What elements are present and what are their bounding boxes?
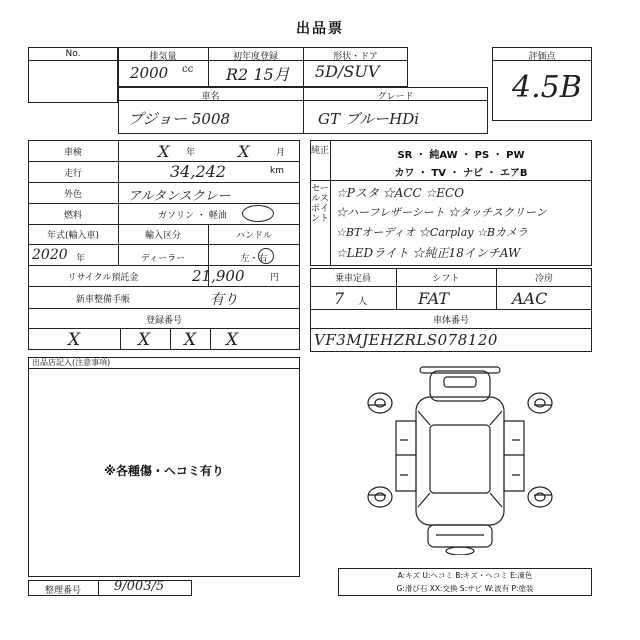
maintenance-label: 新車整備手帳 bbox=[75, 295, 130, 305]
handle-label: ハンドル bbox=[235, 231, 272, 241]
notes-label: 出品店記入(注意事項) bbox=[32, 358, 111, 367]
mileage-unit: km bbox=[270, 166, 284, 176]
reg-value-3: X bbox=[184, 330, 197, 350]
recycle-value: 21,900 bbox=[192, 267, 245, 285]
reg-value-1: X bbox=[68, 330, 81, 350]
equipment-row-1: SR ・ 純AW ・ PS ・ PW bbox=[397, 150, 525, 161]
shape-value: 5D/SUV bbox=[315, 62, 380, 81]
reg-value-2: X bbox=[138, 330, 151, 350]
vin-label: 車体番号 bbox=[432, 316, 469, 326]
page-title: 出品票 bbox=[296, 21, 344, 37]
ac-label: 冷房 bbox=[534, 274, 553, 284]
car-name-value: プジョー 5008 bbox=[128, 110, 231, 128]
car-name-label: 車名 bbox=[201, 92, 220, 102]
grade-label: グレード bbox=[377, 92, 414, 102]
shift-value: FAT bbox=[418, 289, 450, 308]
sales-point-2: ☆ハーフレザーシート ☆タッチスクリーン bbox=[336, 206, 547, 219]
color-label: 外色 bbox=[63, 190, 82, 200]
recycle-unit: 円 bbox=[270, 273, 280, 283]
maintenance-value: 有り bbox=[210, 292, 238, 308]
import-label: 輸入区分 bbox=[144, 231, 181, 241]
car-body-outline bbox=[416, 371, 504, 547]
inspection-label: 車検 bbox=[63, 148, 82, 158]
grade-value: GT ブルーHDi bbox=[318, 110, 420, 128]
legend-line-1: A:キズ U:ヘコミ B:キズ・ヘコミ E:凍色 bbox=[397, 571, 533, 580]
color-value: アルタンスクレー bbox=[128, 189, 231, 204]
import-type: ディーラー bbox=[140, 254, 186, 264]
year-value: 2020 bbox=[32, 247, 68, 263]
handle-options: 左・右 bbox=[240, 254, 268, 264]
car-damage-diagram bbox=[360, 365, 560, 555]
equipment-side-label-2: セールスポイント bbox=[311, 184, 330, 224]
inspection-year-unit: 年 bbox=[186, 148, 196, 158]
handle-circle bbox=[258, 248, 274, 264]
ref-value: 9/003/5 bbox=[114, 579, 165, 594]
capacity-label: 乗車定員 bbox=[334, 274, 371, 284]
year-label: 年式(輸入車) bbox=[46, 231, 100, 241]
ac-value: AAC bbox=[512, 289, 548, 308]
capacity-value: 7 bbox=[334, 289, 345, 308]
shape-label: 形状・ドア bbox=[333, 52, 378, 62]
fuel-options: ガソリン ・ 軽油 bbox=[158, 211, 227, 221]
car-doors bbox=[396, 421, 524, 491]
score-label: 評価点 bbox=[528, 52, 556, 62]
equipment-row-2: カワ ・ TV ・ ナビ ・ エアB bbox=[394, 168, 528, 179]
legend-line-2: G:滑び石 XX:交換 S:サビ W:波有 P:塗装 bbox=[396, 584, 534, 593]
inspection-year: X bbox=[158, 142, 170, 161]
displacement-label: 排気量 bbox=[149, 52, 177, 62]
sales-point-1: ☆Pスタ ☆ACC ☆ECO bbox=[336, 186, 465, 200]
shift-label: シフト bbox=[432, 274, 460, 284]
inspection-month-unit: 月 bbox=[276, 148, 286, 158]
displacement-value: 2000 bbox=[130, 64, 169, 82]
ref-label: 整理番号 bbox=[44, 586, 81, 596]
sales-point-3: ☆BTオーディオ ☆Carplay ☆Bカメラ bbox=[336, 226, 528, 239]
displacement-unit: cc bbox=[182, 64, 194, 75]
notes-text: ※各種傷・ヘコミ有り bbox=[104, 464, 224, 478]
no-label: No. bbox=[65, 49, 81, 59]
mileage-value: 34,242 bbox=[170, 162, 226, 181]
first-reg-label: 初年度登録 bbox=[232, 52, 278, 62]
first-reg-value: R2 15月 bbox=[226, 65, 290, 84]
vin-value: VF3MJEHZRLS078120 bbox=[314, 331, 498, 349]
reg-label: 登録番号 bbox=[145, 316, 182, 326]
equipment-side-label-1: 純正 bbox=[311, 146, 330, 156]
year-unit: 年 bbox=[76, 254, 86, 264]
reg-value-4: X bbox=[226, 330, 239, 350]
score-value: 4.5B bbox=[512, 70, 582, 105]
sales-point-4: ☆LEDライト ☆純正18インチAW bbox=[336, 246, 521, 260]
fuel-label: 燃料 bbox=[63, 211, 82, 221]
mileage-label: 走行 bbox=[63, 169, 82, 179]
fuel-circle bbox=[242, 205, 274, 222]
inspection-month: X bbox=[238, 142, 250, 161]
recycle-label: リサイクル預託金 bbox=[67, 273, 139, 283]
capacity-unit: 人 bbox=[358, 297, 368, 307]
